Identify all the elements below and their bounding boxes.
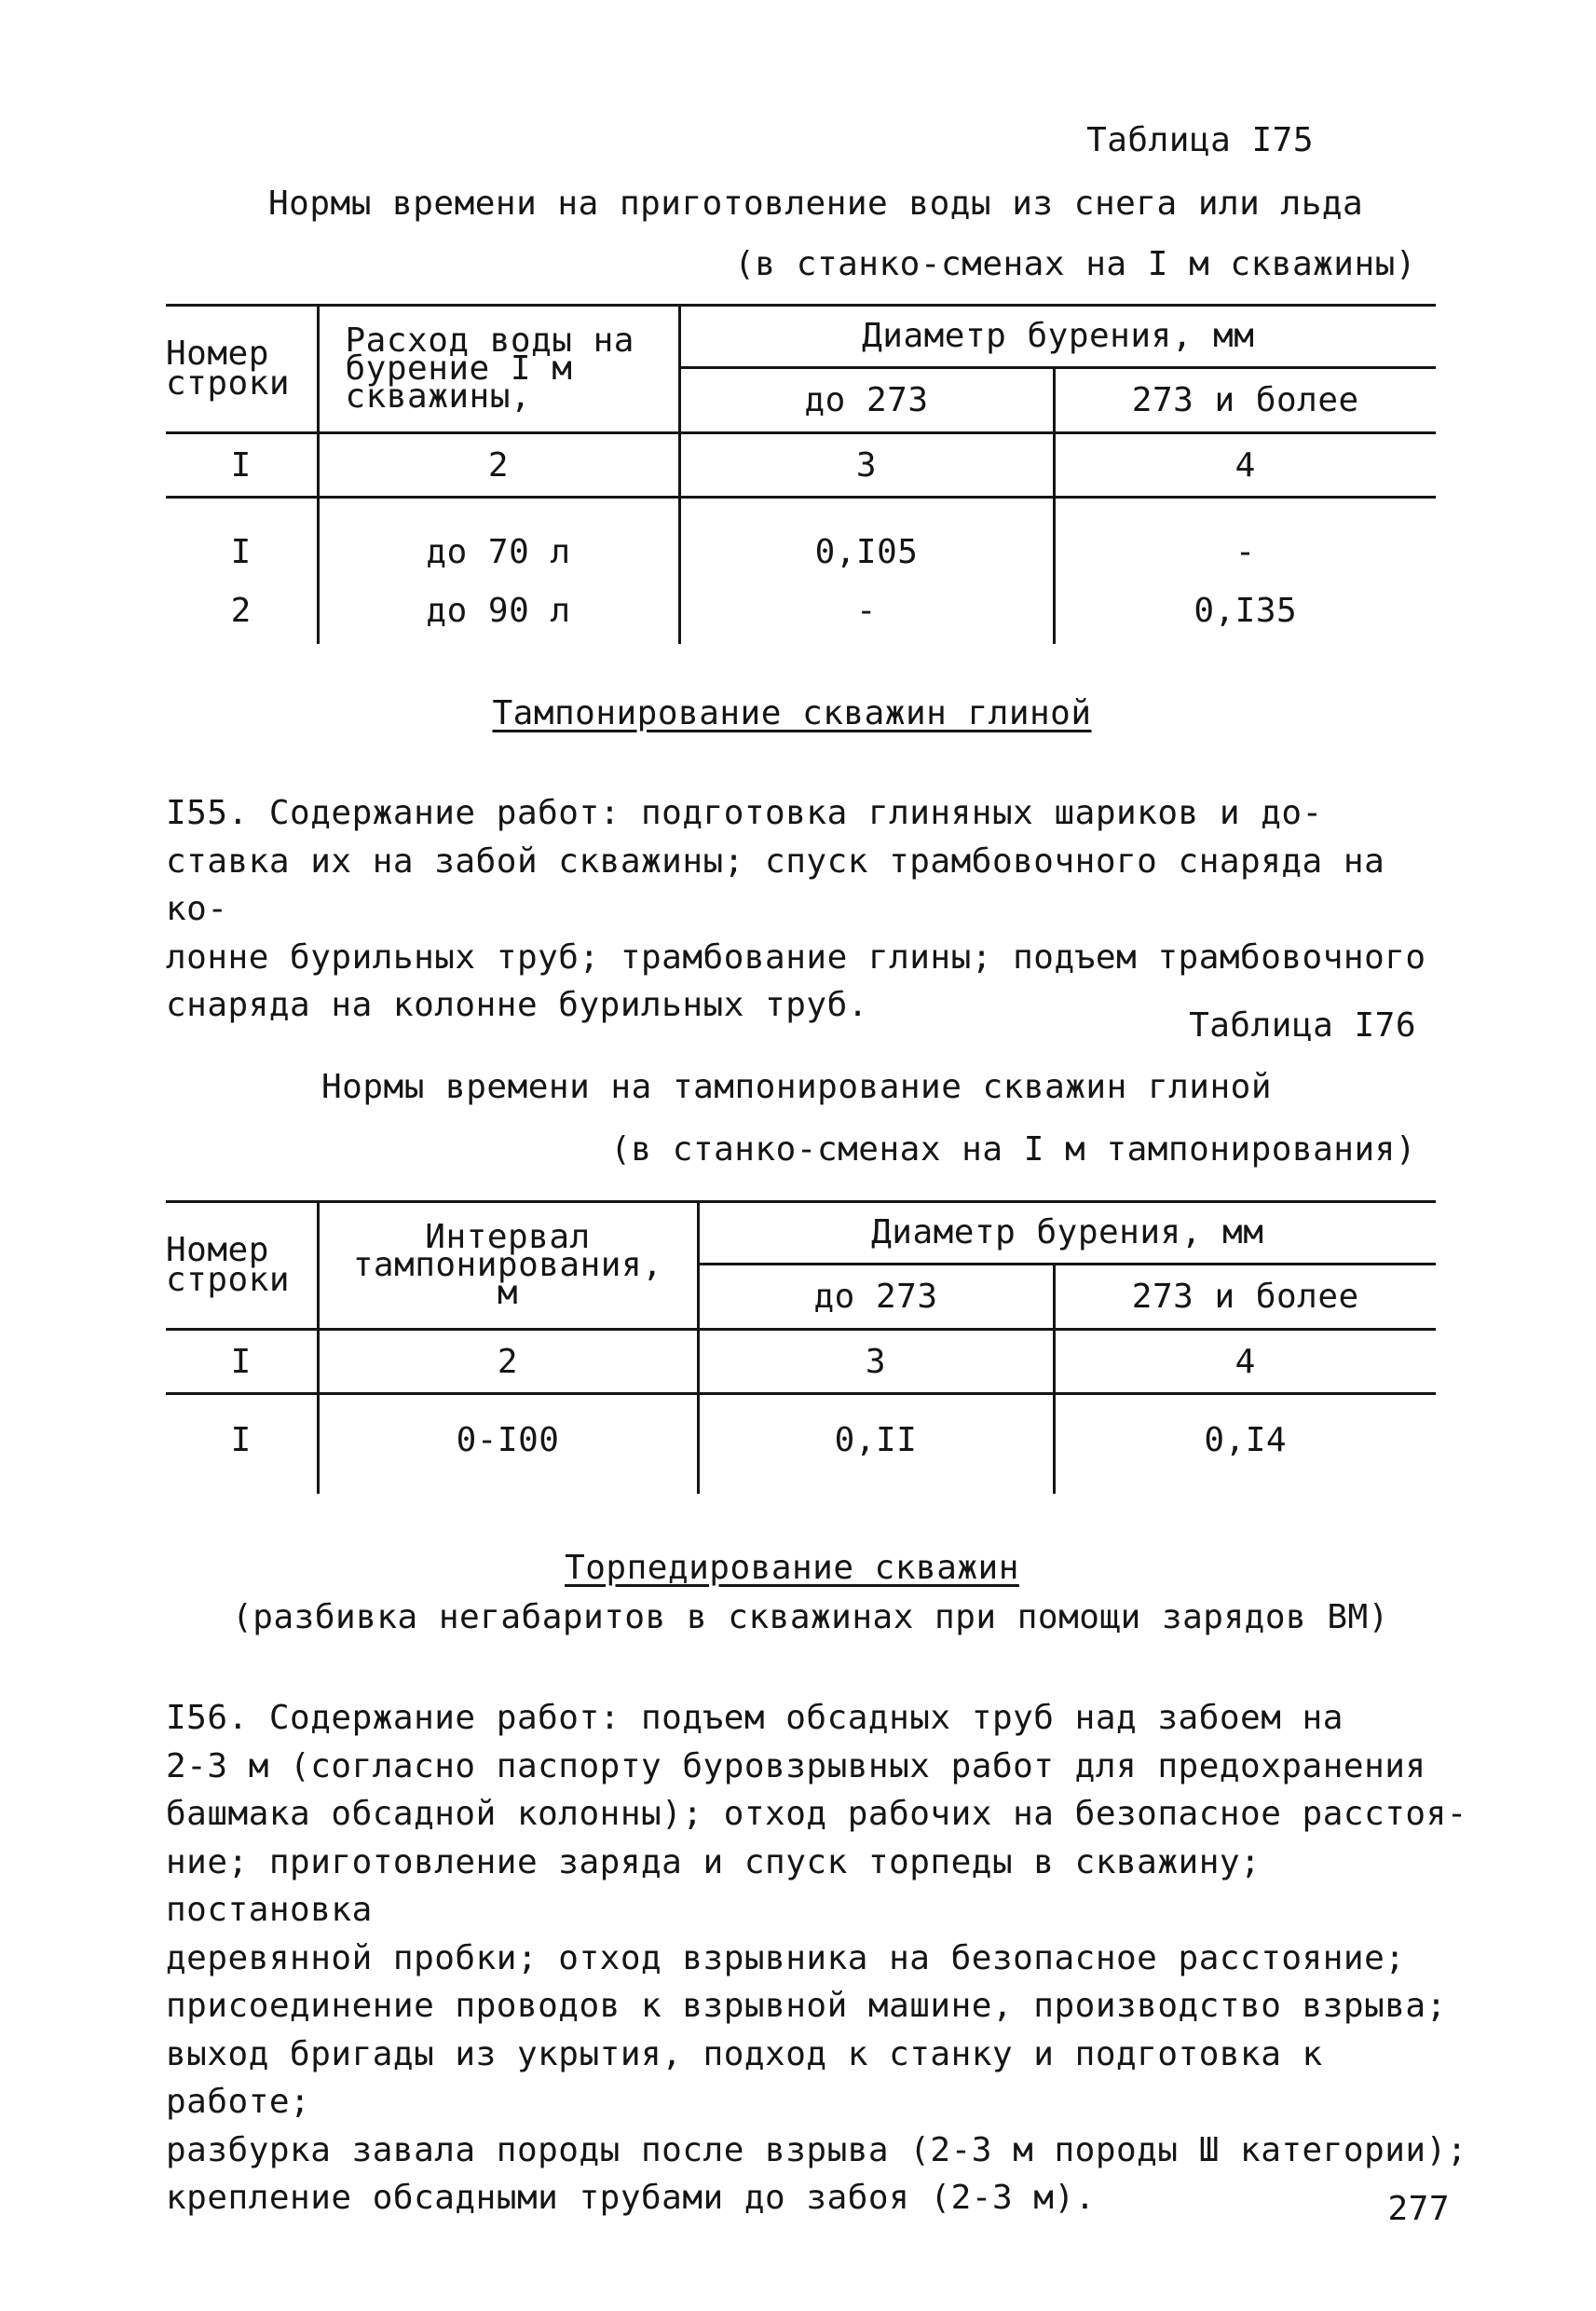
header-col4: 273 и более [1054, 368, 1436, 433]
header-col3: до 273 [698, 1265, 1054, 1330]
column-number: I [166, 1330, 318, 1394]
value-diameter-to-273: 0,I05 [679, 498, 1054, 585]
header-diameter: Диаметр бурения, мм [698, 1202, 1436, 1265]
value-diameter-273-plus: - [1054, 498, 1436, 585]
table-175-title: Нормы времени на приготовление воды из снега или льда [268, 185, 1364, 223]
column-number: 3 [698, 1330, 1054, 1394]
column-number: 2 [318, 433, 679, 498]
header-water-consumption: Расход воды на бурение I м скважины, [318, 306, 679, 433]
section-heading-torpedoing: Торпедирование скважин [565, 1549, 1019, 1587]
table-176 [166, 1200, 1436, 1494]
row-number: I [230, 532, 252, 571]
paragraph-156: I56. Содержание работ: подъем обсадных труб над забоем на 2-3 м (согласно паспорту буровзрывных работ для предохранения башмака обсадной колонны); отход рабочих на безопасное расстоя- ние; приготовление заряда и спуск торпеды в скважину; постановка деревянной пробки; отход взрывника на безопасное расстояние; присоединение проводов к взрывной машине, производство взрыва; выход бригады из укрытия, подход к станку и подготовка к работе; разбурка завала породы после взрыва (2-3 м породы Ш категории); крепление обсадными трубами до забоя (2-3 м). [166, 1699, 1467, 2217]
table-176-units: (в станко-сменах на I м тампонирования) [610, 1130, 1416, 1169]
header-row-number: Номер строки [166, 306, 318, 433]
page-number: 277 [1387, 2190, 1450, 2228]
value-diameter-273-plus: 0,I4 [1054, 1394, 1436, 1495]
table-row [166, 584, 1436, 644]
value-diameter-273-plus: 0,I35 [1054, 584, 1436, 644]
table-176-title: Нормы времени на тампонирование скважин глиной [321, 1068, 1272, 1106]
table-175-label: Таблица I75 [1086, 121, 1314, 159]
water-consumption: до 70 л [318, 498, 679, 585]
section-subheading-torpedoing: (разбивка негабаритов в скважинах при помощи зарядов ВМ) [232, 1598, 1389, 1636]
header-row-number: Номер строки [166, 1202, 318, 1330]
column-number: I [166, 433, 318, 498]
header-col4: 273 и более [1054, 1265, 1436, 1330]
tamponing-interval: 0-I00 [318, 1394, 698, 1495]
paragraph-155: I55. Содержание работ: подготовка глиняных шариков и до- ставка их на забой скважины; спуск трамбовочного снаряда на ко- лонне бурильных труб; трамбование глины; подъем трамбовочного снаряда на колонне бурильных труб. [166, 794, 1426, 1024]
row-number: I [230, 1420, 252, 1459]
table-175-units: (в станко-сменах на I м скважины) [734, 245, 1416, 283]
column-number: 3 [679, 433, 1054, 498]
column-number: 2 [318, 1330, 698, 1394]
row-number: 2 [230, 591, 252, 630]
table-row [166, 498, 1436, 585]
column-number: 4 [1054, 1330, 1436, 1394]
table-row [166, 1394, 1436, 1495]
value-diameter-to-273: - [679, 584, 1054, 644]
table-176-label: Таблица I76 [1189, 1006, 1416, 1045]
header-diameter: Диаметр бурения, мм [679, 306, 1436, 368]
table-175 [166, 304, 1436, 644]
header-col3: до 273 [679, 368, 1054, 433]
header-tamponing-interval: Интервал тампонирования, м [318, 1202, 698, 1330]
water-consumption: до 90 л [318, 584, 679, 644]
section-heading-tamponing: Тампонирование скважин глиной [492, 694, 1092, 732]
value-diameter-to-273: 0,II [698, 1394, 1054, 1495]
column-number: 4 [1054, 433, 1436, 498]
